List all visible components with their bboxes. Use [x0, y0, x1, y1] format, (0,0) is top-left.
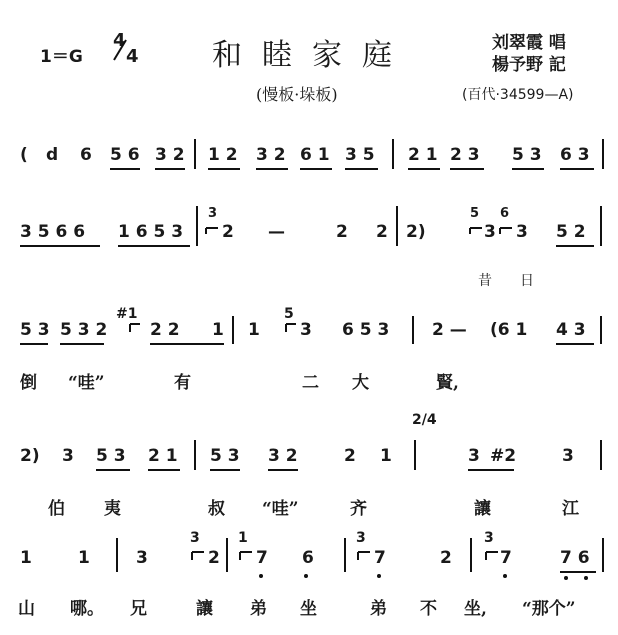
- notation-row-2: [0, 206, 618, 289]
- grace-note: 5: [470, 206, 480, 221]
- catalog-number: (百代·34599—A): [462, 87, 574, 103]
- lyric: 夷: [104, 499, 121, 519]
- lyric: 坐,: [464, 599, 487, 619]
- dash: —: [268, 222, 285, 242]
- lyric: 齐: [350, 499, 367, 519]
- lyric: 昔: [478, 273, 492, 289]
- note: 5 3: [512, 145, 542, 165]
- lyric: 大: [352, 373, 369, 393]
- note: 3 2: [155, 145, 185, 165]
- note: 1: [78, 548, 90, 568]
- lyric: 弟: [370, 599, 387, 619]
- underlines: [0, 320, 618, 360]
- note: 1 2: [208, 145, 238, 165]
- lyric: 二: [302, 373, 319, 393]
- lyric: 坐: [300, 599, 317, 619]
- grace-note: 1: [238, 530, 248, 546]
- time-change: 2/4: [412, 412, 437, 428]
- lyric: 有: [174, 373, 191, 393]
- lyric: 弟: [250, 599, 267, 619]
- note: 7: [374, 548, 386, 568]
- note: 2: [336, 222, 348, 242]
- note: 6 3: [560, 145, 590, 165]
- grace-note: 3: [190, 530, 200, 546]
- lyric: 賢,: [436, 373, 459, 393]
- note: 7: [500, 548, 512, 568]
- note: 2 3: [450, 145, 480, 165]
- note: #2: [490, 446, 517, 466]
- underlines: [0, 145, 618, 185]
- note: 2: [376, 222, 388, 242]
- note: 5 2: [556, 222, 586, 242]
- note: 2 —: [432, 320, 467, 340]
- grace-note: 6: [500, 206, 510, 221]
- grace-note: 3: [356, 530, 366, 546]
- note: 5 6: [110, 145, 140, 165]
- note: 6 5 3: [342, 320, 390, 340]
- note: 4 3: [556, 320, 586, 340]
- lyric: 不: [420, 599, 437, 619]
- note: 3: [62, 446, 74, 466]
- lyric: 倒: [20, 373, 37, 393]
- note: 3 5 6 6: [20, 222, 86, 242]
- note: (6 1: [490, 320, 528, 340]
- note: 3 5: [345, 145, 375, 165]
- lyric: 叔: [208, 499, 225, 519]
- performer-1: 刘翠霞 唱: [492, 33, 566, 53]
- note: 5 3: [210, 446, 240, 466]
- grace-note: 3: [208, 206, 218, 221]
- lyric: 讓: [474, 499, 491, 519]
- note: 3 2: [256, 145, 286, 165]
- note: 2: [208, 548, 220, 568]
- grace-note: 5: [284, 306, 294, 322]
- note: 1: [212, 320, 224, 340]
- note: 5 3 2: [60, 320, 108, 340]
- note: d: [46, 145, 59, 165]
- lyric: “哇”: [68, 373, 105, 393]
- note: 6: [302, 548, 314, 568]
- note: 3: [468, 446, 480, 466]
- note: 7 6: [560, 548, 590, 568]
- note: 6 1: [300, 145, 330, 165]
- lyric: “哇”: [262, 499, 299, 519]
- note: 3: [484, 222, 496, 242]
- note: (: [20, 145, 28, 165]
- lyric: 哪。: [70, 599, 104, 619]
- note: 1 6 5 3: [118, 222, 184, 242]
- note: 2): [20, 446, 40, 466]
- note: 3 2: [268, 446, 298, 466]
- underlines: [0, 446, 618, 486]
- note: 2: [222, 222, 234, 242]
- grace-note: 3: [484, 530, 494, 546]
- note: 5 3: [96, 446, 126, 466]
- note: 6: [80, 145, 92, 165]
- note: 2 1: [148, 446, 178, 466]
- note: 1: [248, 320, 260, 340]
- grace-note: #1: [116, 306, 138, 322]
- note: 3: [562, 446, 574, 466]
- note: 7: [256, 548, 268, 568]
- note: 2: [344, 446, 356, 466]
- meter-top: 4: [113, 30, 126, 51]
- performer-2: 楊予野 記: [492, 55, 566, 75]
- note: 1: [380, 446, 392, 466]
- lyric: 伯: [48, 499, 65, 519]
- note: 2 2: [150, 320, 180, 340]
- underlines: [0, 548, 618, 588]
- lyric: “那个”: [522, 599, 576, 619]
- key-signature: 1＝G: [40, 47, 83, 67]
- note: 2): [406, 222, 426, 242]
- note: 1: [20, 548, 32, 568]
- notation-row-4: [0, 412, 618, 519]
- note: 5 3: [20, 320, 50, 340]
- notation-row-5: [0, 530, 618, 619]
- note: 2: [440, 548, 452, 568]
- lyric: 兄: [130, 599, 147, 619]
- lyric: 讓: [196, 599, 213, 619]
- lyric: 山: [18, 599, 35, 619]
- page-title: 和睦家庭: [212, 38, 412, 73]
- notation-row-1: [0, 145, 618, 185]
- note: 3: [300, 320, 312, 340]
- lyric: 日: [520, 273, 534, 289]
- meter-bottom: 4: [126, 46, 139, 67]
- note: 3: [516, 222, 528, 242]
- lyric: 江: [562, 499, 579, 519]
- notation-row-3: [0, 306, 618, 393]
- note: 3: [136, 548, 148, 568]
- tempo-marking: (慢板·垛板): [256, 85, 338, 104]
- note: 2 1: [408, 145, 438, 165]
- underlines: [0, 222, 618, 262]
